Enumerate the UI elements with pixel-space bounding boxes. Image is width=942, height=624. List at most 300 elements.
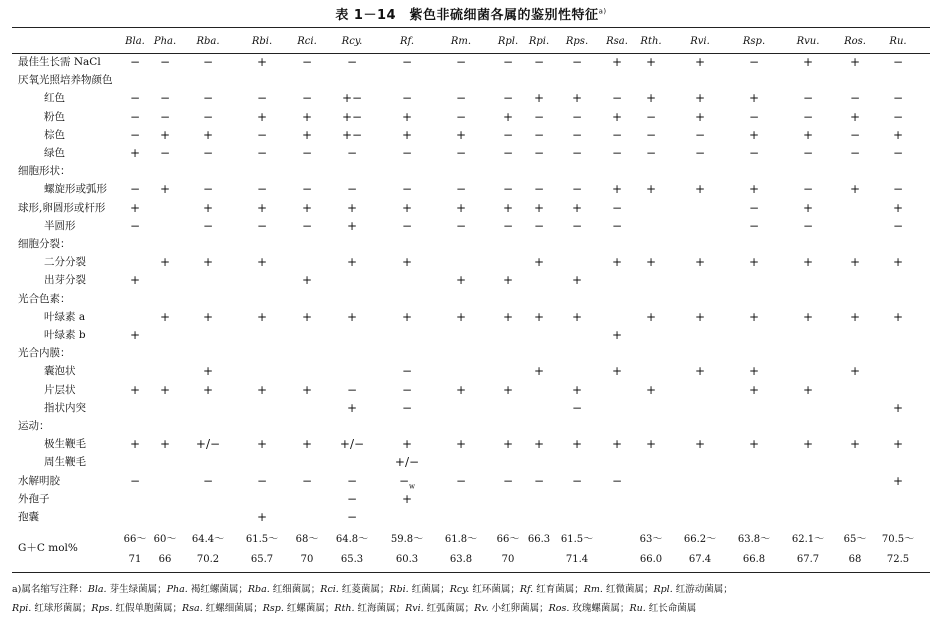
row-label: 厌氧光照培养物颜色	[18, 74, 113, 87]
table-cell: +	[849, 255, 861, 270]
table-cell: +	[502, 109, 514, 124]
table-cell: −	[455, 182, 467, 197]
table-cell: −	[748, 200, 760, 215]
table-cell: −	[645, 146, 657, 160]
gc-cell: 70	[501, 554, 515, 565]
table-cell: −	[533, 182, 545, 197]
column-header: Rth.	[640, 36, 662, 47]
table-cell: +	[129, 273, 141, 288]
row-label: 红色	[44, 92, 65, 105]
table-cell: +	[645, 182, 657, 197]
table-cell: +	[401, 437, 413, 452]
row-label: 水解明胶	[18, 474, 60, 487]
gc-cell: 61.5～	[560, 534, 594, 545]
table-cell: +	[159, 382, 171, 397]
table-cell: +	[694, 55, 706, 69]
table-cell: +	[129, 146, 141, 160]
gc-cell: 65～	[843, 534, 867, 545]
table-cell: −	[571, 127, 583, 142]
column-header: Rci.	[297, 36, 317, 47]
gc-cell: 66	[158, 554, 172, 565]
table-cell: −	[571, 146, 583, 160]
column-header: Rpi.	[528, 36, 550, 47]
table-cell: +	[401, 255, 413, 270]
table-cell: −	[346, 182, 358, 197]
table-cell: +	[301, 382, 313, 397]
table-cell: −	[159, 55, 171, 69]
table-cell: +	[301, 273, 313, 288]
table-cell: +	[346, 400, 358, 415]
table-cell: +	[455, 437, 467, 452]
table-cell: −	[202, 182, 214, 197]
table-cell: −	[401, 182, 413, 197]
table-cell: +	[571, 91, 583, 106]
table-cell: −	[645, 109, 657, 124]
table-cell: −	[301, 473, 313, 488]
table-cell: +	[748, 255, 760, 270]
table-cell: +	[571, 273, 583, 288]
gc-cell: 66.0	[639, 554, 663, 565]
column-header: Rm.	[450, 36, 472, 47]
gc-cell: 70	[300, 554, 314, 565]
table-cell: +	[401, 127, 413, 142]
table-cell: −	[129, 218, 141, 233]
table-cell: +	[892, 255, 904, 270]
table-cell: +	[892, 309, 904, 324]
table-cell: −	[502, 473, 514, 488]
row-label: 细胞形状：	[18, 165, 71, 178]
table-cell: +	[802, 309, 814, 324]
table-cell: +	[748, 382, 760, 397]
table-cell: −	[346, 382, 358, 397]
table-cell: −	[401, 218, 413, 233]
table-cell: +	[849, 437, 861, 452]
table-cell: −	[129, 127, 141, 142]
table-cell: +	[892, 473, 904, 488]
footnote-line-2: Rpi. 红球形菌属；Rps. 红假单胞菌属；Rsa. 红螺细菌属；Rsp. 红螺菌属；Rth. 红海菌属；Rvi. 红弧菌属；Rv. 小红卵菌属；Ros. 玫瑰螺菌属；Ru. 红长命菌属	[12, 603, 697, 614]
table-cell: −	[202, 146, 214, 160]
gc-cell: 59.8～	[390, 534, 424, 545]
table-cell: +	[401, 200, 413, 215]
table-cell: +	[202, 364, 214, 379]
table-cell: +	[346, 200, 358, 215]
table-cell: +	[645, 91, 657, 106]
table-cell: +	[571, 309, 583, 324]
column-header: Ros.	[844, 36, 866, 47]
table-cell: −	[802, 218, 814, 233]
gc-cell: 63.8	[449, 554, 473, 565]
table-cell: +	[502, 437, 514, 452]
table-cell: −	[256, 473, 268, 488]
table-cell: −	[892, 218, 904, 233]
table-cell: +	[455, 200, 467, 215]
table-cell: +	[892, 400, 904, 415]
gc-cell: 63～	[639, 534, 663, 545]
table-cell: −	[401, 400, 413, 415]
table-cell: −	[455, 55, 467, 69]
table-cell: +	[202, 127, 214, 142]
table-cell: +	[802, 200, 814, 215]
table-cell: +	[129, 437, 141, 452]
table-cell: +/−	[394, 455, 420, 470]
table-cell: +	[748, 91, 760, 106]
gc-cell: 71	[128, 554, 142, 565]
table-cell: −	[571, 400, 583, 415]
table-cell: −	[611, 91, 623, 106]
table-cell: −	[346, 491, 358, 506]
table-cell: +	[533, 200, 545, 215]
table-cell: +	[645, 437, 657, 452]
table-cell: +	[256, 55, 268, 69]
table-cell: −	[892, 55, 904, 69]
table-cell: +	[748, 364, 760, 379]
table-cell: −	[455, 218, 467, 233]
table-cell: −	[645, 127, 657, 142]
table-cell: +	[301, 200, 313, 215]
column-header: Rvi.	[690, 36, 710, 47]
column-header: Bla.	[125, 36, 145, 47]
table-cell: −	[256, 127, 268, 142]
table-cell: −	[892, 146, 904, 160]
gc-cell: 66～	[123, 534, 147, 545]
table-cell: −	[301, 146, 313, 160]
column-header: Rsp.	[742, 36, 766, 47]
row-label: 叶绿素 a	[44, 310, 86, 323]
table-cell: +	[202, 200, 214, 215]
table-cell: +	[645, 255, 657, 270]
table-cell: +	[849, 55, 861, 69]
table-cell: −	[202, 91, 214, 106]
table-cell: +	[256, 382, 268, 397]
header-rule	[12, 53, 930, 54]
table-cell: −	[611, 146, 623, 160]
table-cell: +	[748, 437, 760, 452]
row-label: 细胞分裂：	[18, 238, 71, 250]
table-cell: +	[571, 382, 583, 397]
table-cell: −	[401, 91, 413, 106]
table-cell: −	[502, 91, 514, 106]
table-cell: −	[571, 109, 583, 124]
table-cell: −	[802, 109, 814, 124]
row-label: 指状内突	[44, 401, 86, 414]
table-cell: −	[571, 55, 583, 69]
table-cell: +	[611, 328, 623, 342]
table-cell: −	[401, 146, 413, 160]
table-cell: +	[694, 255, 706, 270]
gc-cell: 65.3	[340, 554, 364, 565]
gc-cell: 72.5	[886, 554, 910, 565]
table-cell: −	[533, 109, 545, 124]
table-cell: $-_w$	[398, 473, 416, 490]
table-cell: +	[129, 200, 141, 215]
table-cell: +	[645, 309, 657, 324]
table-cell: +−	[341, 91, 363, 106]
column-header: Rbi.	[251, 36, 273, 47]
column-header: Rps.	[565, 36, 589, 47]
column-header: Pha.	[153, 36, 177, 47]
gc-cell: 68	[848, 554, 862, 565]
gc-cell: 68～	[295, 534, 319, 545]
column-header: Rcy.	[341, 36, 363, 47]
table-cell: +	[694, 364, 706, 379]
footnote-line-1: a)属名缩写注释：Bla. 芽生绿菌属；Pha. 褐红螺菌属；Rba. 红细菌属；Rci. 红菱菌属；Rbi. 红菌属；Rcy. 红环菌属；Rf. 红育菌属；Rm. 红微菌属；Rpl. 红游动菌属；	[12, 584, 733, 595]
table-cell: −	[571, 182, 583, 197]
gc-cell: 64.4～	[191, 534, 225, 545]
table-cell: +	[346, 218, 358, 233]
table-cell: −	[533, 146, 545, 160]
table-cell: −	[694, 146, 706, 160]
table-cell: +	[159, 309, 171, 324]
row-label: 光合色素：	[18, 292, 71, 305]
table-cell: +	[301, 437, 313, 452]
row-label: 半圆形	[44, 219, 76, 232]
row-label: 出芽分裂	[44, 274, 86, 287]
table-cell: −	[533, 127, 545, 142]
column-header: Rba.	[196, 36, 220, 47]
table-cell: +	[202, 255, 214, 270]
table-cell: +	[748, 127, 760, 142]
table-cell: +	[256, 510, 268, 524]
row-label: 光合内膜：	[18, 347, 71, 360]
table-cell: −	[748, 55, 760, 69]
table-cell: +	[502, 273, 514, 288]
table-cell: −	[129, 91, 141, 106]
table-cell: −	[502, 146, 514, 160]
table-title-text: 表 1－14 紫色非硫细菌各属的鉴别性特征	[335, 8, 599, 23]
table-cell: −	[533, 218, 545, 233]
table-cell: −	[256, 91, 268, 106]
table-cell: +	[802, 437, 814, 452]
table-cell: −	[202, 473, 214, 488]
table-cell: −	[892, 182, 904, 197]
gc-cell: 61.8～	[444, 534, 478, 545]
table-cell: −	[455, 91, 467, 106]
table-cell: −	[611, 473, 623, 488]
table-cell: −	[346, 55, 358, 69]
table-cell: +	[129, 382, 141, 397]
table-cell: −	[611, 200, 623, 215]
table-cell: +	[301, 109, 313, 124]
table-cell: +	[892, 127, 904, 142]
table-cell: +	[455, 382, 467, 397]
table-cell: −	[802, 91, 814, 106]
row-label: 二分分裂	[44, 256, 86, 269]
table-cell: +	[611, 364, 623, 379]
table-cell: −	[849, 91, 861, 106]
table-cell: −	[256, 146, 268, 160]
table-cell: +	[611, 437, 623, 452]
table-cell: −	[455, 109, 467, 124]
table-cell: −	[455, 146, 467, 160]
column-header: Ru.	[889, 36, 907, 47]
table-cell: +	[401, 491, 413, 506]
gc-cell: 70.2	[196, 554, 220, 565]
row-label: 绿色	[44, 147, 65, 159]
table-cell: −	[301, 182, 313, 197]
table-cell: −	[256, 182, 268, 197]
gc-cell: 71.4	[565, 554, 589, 565]
gc-cell: 67.4	[688, 554, 712, 565]
table-cell: −	[159, 146, 171, 160]
table-cell: −	[129, 473, 141, 488]
table-cell: +	[611, 55, 623, 69]
table-cell: +/−	[195, 437, 221, 452]
table-cell: +	[611, 182, 623, 197]
table-cell: −	[129, 109, 141, 124]
table-cell: +	[611, 109, 623, 124]
table-cell: +	[694, 109, 706, 124]
gc-cell: 62.1～	[791, 534, 825, 545]
table-cell: +	[502, 200, 514, 215]
table-cell: −	[401, 55, 413, 69]
column-header: Rvu.	[796, 36, 820, 47]
table-cell: −	[802, 182, 814, 197]
table-cell: +	[802, 255, 814, 270]
table-cell: +	[202, 382, 214, 397]
table-cell: +	[892, 437, 904, 452]
table-cell: +	[502, 309, 514, 324]
column-header: Rf.	[399, 36, 415, 47]
table-cell: −	[748, 146, 760, 160]
table-cell: −	[571, 473, 583, 488]
title-footnote-marker: a)	[598, 7, 607, 16]
table-cell: −	[346, 146, 358, 160]
gc-cell: 67.7	[796, 554, 820, 565]
row-label: 叶绿素 b	[44, 329, 86, 341]
table-cell: −	[159, 91, 171, 106]
table-cell: +	[533, 437, 545, 452]
table-cell: +	[645, 55, 657, 69]
table-cell: −	[401, 364, 413, 379]
row-label: 囊泡状	[44, 365, 76, 378]
table-cell: +	[748, 182, 760, 197]
row-label: 粉色	[44, 110, 65, 123]
table-cell: −	[346, 510, 358, 524]
row-label: 运动：	[18, 420, 50, 432]
table-cell: +	[849, 364, 861, 379]
table-cell: −	[159, 109, 171, 124]
table-cell: −	[202, 109, 214, 124]
table-cell: +	[455, 127, 467, 142]
gc-cell: 70.5～	[881, 534, 915, 545]
table-cell: +	[455, 273, 467, 288]
gc-cell: 61.5～	[245, 534, 279, 545]
table-cell: +	[571, 200, 583, 215]
table-cell: −	[202, 218, 214, 233]
row-label: 球形,卵圆形或杆形	[18, 201, 106, 214]
table-cell: −	[346, 473, 358, 488]
top-rule	[12, 27, 930, 28]
table-cell: −	[502, 218, 514, 233]
table-cell: +	[301, 309, 313, 324]
table-cell: +	[159, 437, 171, 452]
table-cell: +	[533, 364, 545, 379]
table-cell: −	[802, 146, 814, 160]
table-cell: +	[748, 309, 760, 324]
table-cell: +	[401, 109, 413, 124]
table-cell: −	[748, 218, 760, 233]
table-cell: +	[694, 309, 706, 324]
table-cell: −	[256, 218, 268, 233]
table-cell: +	[301, 127, 313, 142]
table-cell: +	[346, 309, 358, 324]
table-cell: +	[129, 328, 141, 342]
table-cell: −	[129, 55, 141, 69]
table-cell: −	[611, 218, 623, 233]
table-cell: +/−	[339, 437, 365, 452]
table-cell: −	[502, 55, 514, 69]
row-label: 棕色	[44, 128, 65, 141]
table-cell: +	[694, 91, 706, 106]
column-header: Rsa.	[606, 36, 628, 47]
table-cell: −	[849, 146, 861, 160]
table-cell: +	[256, 309, 268, 324]
table-cell: −	[202, 55, 214, 69]
table-cell: +	[346, 255, 358, 270]
table-cell: −	[301, 91, 313, 106]
table-cell: +	[256, 109, 268, 124]
table-cell: +	[571, 437, 583, 452]
table-cell: +−	[341, 127, 363, 142]
table-cell: +	[159, 182, 171, 197]
gc-cell: 64.8～	[335, 534, 369, 545]
table-cell: −	[748, 109, 760, 124]
gc-cell: 60～	[153, 534, 177, 545]
bottom-rule	[12, 572, 930, 573]
gc-cell: 63.8～	[737, 534, 771, 545]
table-cell: +	[256, 200, 268, 215]
table-cell: −	[301, 55, 313, 69]
row-label: 最佳生长需 NaCl	[18, 56, 101, 68]
table-title	[0, 4, 942, 23]
table-cell: +	[159, 255, 171, 270]
table-cell: −	[892, 91, 904, 106]
table-cell: −	[401, 382, 413, 397]
gc-cell: 66.2～	[683, 534, 717, 545]
gc-cell: 66～	[496, 534, 520, 545]
row-label: 孢囊	[18, 511, 39, 523]
table-cell: +	[533, 91, 545, 106]
gc-label: G＋C mol%	[18, 542, 78, 554]
table-cell: −	[694, 127, 706, 142]
table-cell: +	[802, 55, 814, 69]
table-cell: +	[849, 309, 861, 324]
gc-cell: 65.7	[250, 554, 274, 565]
table-cell: +	[202, 309, 214, 324]
table-cell: +	[256, 437, 268, 452]
table-cell: −	[533, 55, 545, 69]
table-cell: +	[455, 309, 467, 324]
table-cell: +	[694, 437, 706, 452]
table-cell: −	[502, 182, 514, 197]
row-label: 极生鞭毛	[44, 438, 86, 451]
table-cell: −	[455, 473, 467, 488]
table-cell: +	[849, 182, 861, 197]
table-cell: +	[159, 127, 171, 142]
table-cell: +−	[341, 109, 363, 124]
table-cell: +	[533, 255, 545, 270]
column-header: Rpl.	[497, 36, 519, 47]
table-cell: −	[301, 218, 313, 233]
gc-cell: 66.8	[742, 554, 766, 565]
gc-cell: 60.3	[395, 554, 419, 565]
table-cell: −	[849, 127, 861, 142]
table-cell: −	[611, 127, 623, 142]
table-cell: +	[533, 309, 545, 324]
table-cell: −	[533, 473, 545, 488]
table-cell: −	[129, 182, 141, 197]
row-label: 周生鞭毛	[44, 456, 86, 469]
